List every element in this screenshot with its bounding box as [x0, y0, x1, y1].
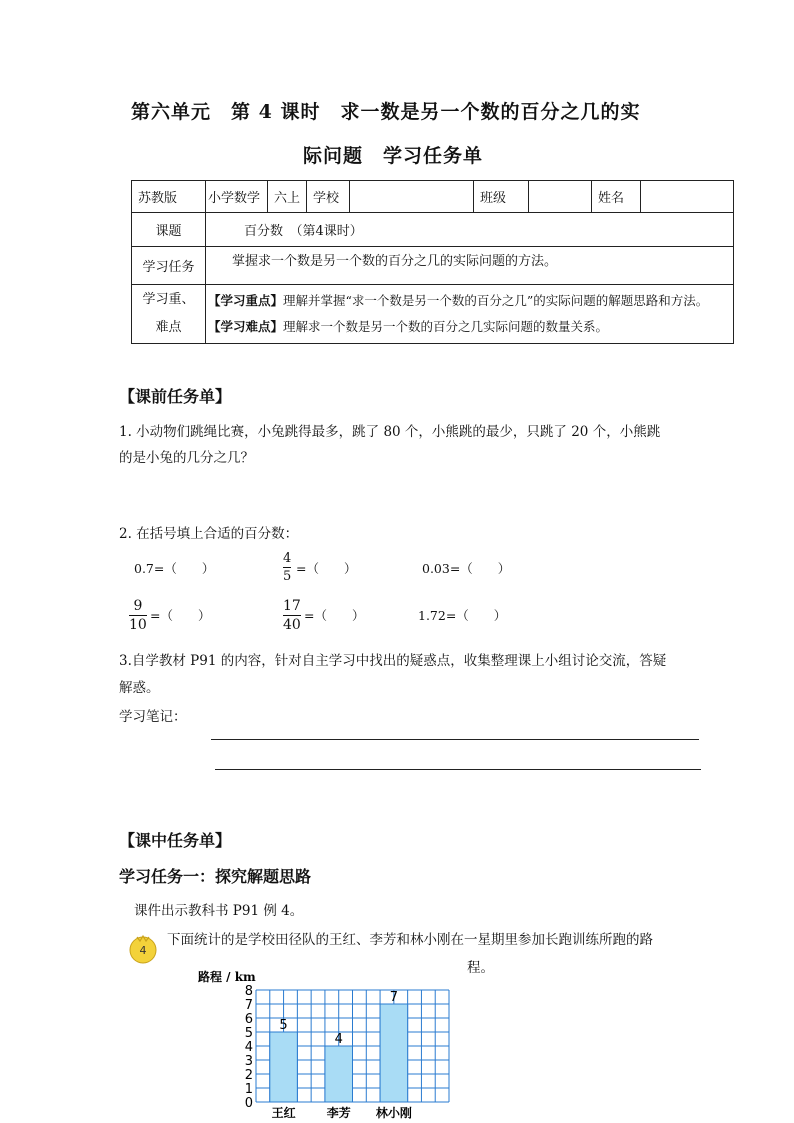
bar-value-label: 4 — [334, 1032, 343, 1047]
publisher-cell: 苏教版 — [132, 181, 206, 213]
notes-line-2[interactable] — [215, 769, 701, 770]
exercise-9-10-answer: =（ ） — [150, 608, 211, 623]
in-class-heading: 【课中任务单】 — [119, 831, 232, 850]
fraction-9-10-denominator: 10 — [129, 617, 147, 633]
bar-2 — [325, 1046, 353, 1102]
y-tick-label: 7 — [244, 998, 253, 1013]
question-2: 2. 在括号填上合适的百分数： — [119, 526, 299, 542]
name-field[interactable] — [641, 181, 734, 213]
name-label: 姓名 — [592, 181, 641, 213]
class-field[interactable] — [529, 181, 592, 213]
fraction-17-40-numerator: 17 — [283, 598, 301, 614]
x-category-label: 李芳 — [326, 1106, 351, 1120]
info-table — [131, 180, 734, 344]
y-tick-label: 1 — [244, 1082, 253, 1097]
example-chick-icon — [126, 930, 160, 966]
key-label-line1: 学习重、 — [142, 292, 195, 307]
fraction-9-10-numerator: 9 — [133, 598, 143, 614]
y-tick-label: 3 — [244, 1054, 253, 1069]
school-field[interactable] — [350, 181, 474, 213]
y-tick-label: 0 — [244, 1096, 253, 1111]
fraction-4-5-denominator: 5 — [283, 569, 292, 584]
notes-line-1[interactable] — [211, 739, 699, 740]
key-label — [132, 285, 206, 344]
bar-value-label: 5 — [279, 1018, 288, 1033]
y-tick-label: 8 — [244, 984, 253, 999]
exercise-17-40-answer: =（ ） — [304, 608, 365, 623]
task-1-title: 学习任务一：探究解题思路 — [119, 867, 312, 886]
y-tick-label: 5 — [244, 1026, 253, 1041]
fraction-4-5-numerator: 4 — [283, 551, 292, 566]
x-category-label: 王红 — [271, 1106, 296, 1120]
courseware-intro: 课件出示教科书 P91 例 4。 — [134, 903, 304, 919]
distance-bar-chart — [190, 965, 470, 1120]
difficulty-text: 理解求一个数是另一个数的百分之几实际问题的数量关系。 — [283, 319, 609, 334]
key-label-line2: 难点 — [155, 320, 182, 335]
page-title-line2: 际问题 学习任务单 — [303, 145, 484, 167]
question-1-line1: 1. 小动物们跳绳比赛，小兔跳得最多，跳了 80 个，小熊跳的最少，只跳了 20 个，小熊跳 — [119, 424, 661, 440]
exercise-0-03: 0.03=（ ） — [422, 561, 511, 576]
pre-class-heading: 【课前任务单】 — [119, 387, 232, 406]
focus-tag: 【学习重点】 — [208, 293, 284, 308]
exercise-1-72: 1.72=（ ） — [418, 608, 507, 623]
fraction-9-10 — [129, 598, 147, 633]
fraction-17-40 — [283, 598, 301, 633]
topic-label: 课题 — [132, 213, 206, 247]
question-3-line2: 解惑。 — [119, 680, 160, 696]
y-tick-label: 4 — [244, 1040, 253, 1055]
fraction-17-40-denominator: 40 — [283, 617, 301, 633]
focus-text: 理解并掌握“求一个数是另一个数的百分之几”的实际问题的解题思路和方法。 — [283, 293, 709, 308]
question-1-line2: 的是小兔的几分之几？ — [119, 450, 254, 466]
subject-cell: 小学数学 — [206, 181, 268, 213]
example-text-line1: 下面统计的是学校田径队的王红、李芳和林小刚在一星期里参加长跑训练所跑的路 — [167, 932, 653, 948]
fraction-4-5 — [283, 551, 291, 584]
exercise-4-5-answer: =（ ） — [296, 561, 357, 576]
grade-cell: 六上 — [268, 181, 307, 213]
example-number: 4 — [139, 944, 147, 957]
example-text-line2: 程。 — [467, 960, 494, 976]
school-label: 学校 — [307, 181, 350, 213]
exercise-0-7: 0.7=（ ） — [134, 561, 215, 576]
bar-1 — [270, 1032, 298, 1102]
question-3-line1: 3.自学教材 P91 的内容，针对自主学习中找出的疑惑点，收集整理课上小组讨论交流，答疑 — [119, 653, 667, 669]
x-category-label: 林小刚 — [375, 1106, 412, 1120]
y-tick-label: 6 — [244, 1012, 253, 1027]
y-tick-label: 2 — [244, 1068, 253, 1083]
task-value: 掌握求一个数是另一个数的百分之几的实际问题的方法。 — [206, 247, 734, 285]
key-points — [206, 285, 734, 344]
notes-label: 学习笔记： — [119, 709, 187, 725]
task-label: 学习任务 — [132, 247, 206, 285]
bar-value-label: 7 — [389, 990, 398, 1005]
y-axis-label: 路程 / km — [198, 970, 256, 984]
difficulty-tag: 【学习难点】 — [208, 319, 284, 334]
bar-3 — [380, 1004, 408, 1102]
page-title-line1: 第六单元 第 4 课时 求一数是另一个数的百分之几的实 — [131, 101, 641, 123]
topic-value: 百分数 （第4课时） — [206, 213, 734, 247]
class-label: 班级 — [474, 181, 529, 213]
